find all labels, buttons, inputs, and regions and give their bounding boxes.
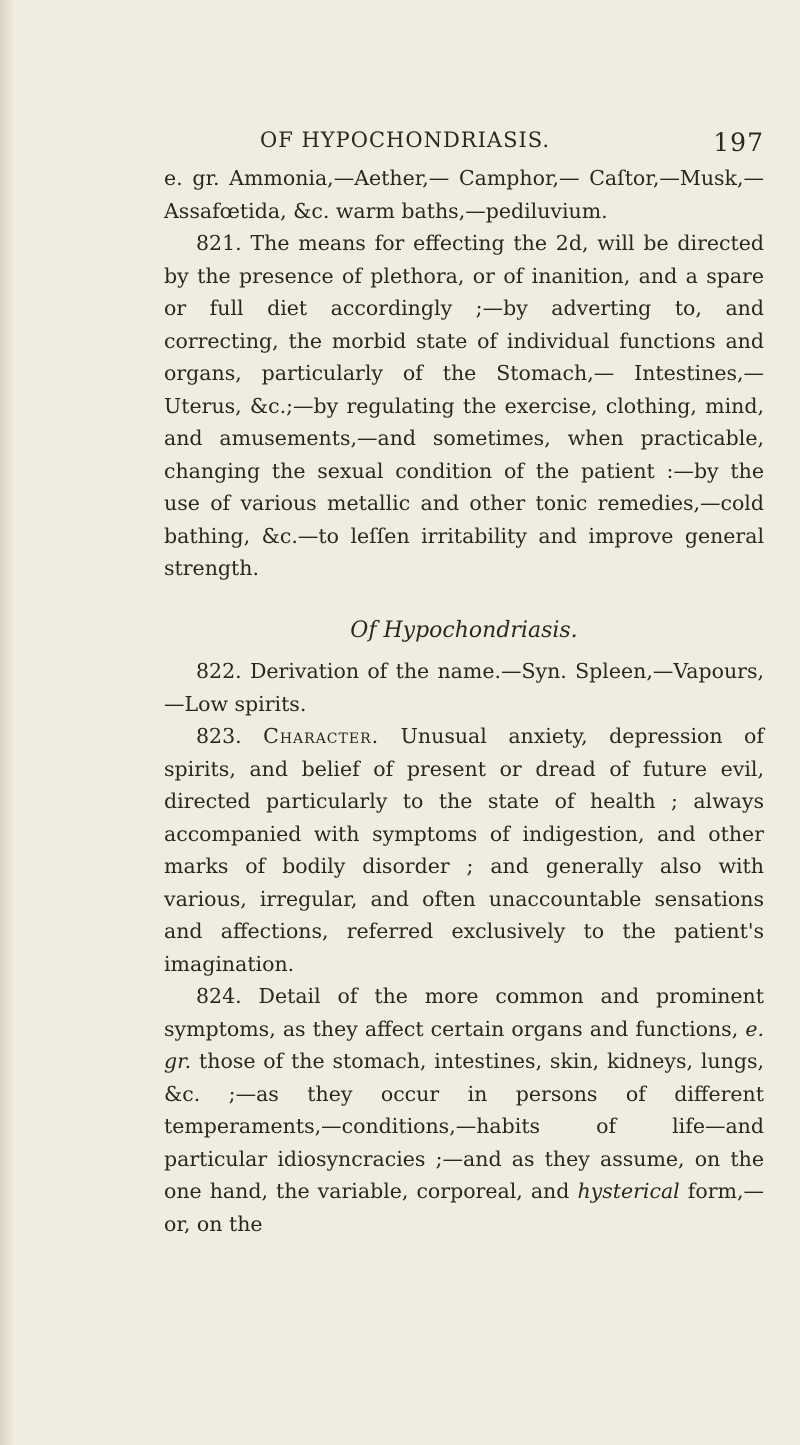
paragraph-824-part-b: those of the stomach, intestines, skin, kidneys, lungs, &c. ;—as they occur in persons of different temperaments,—conditions,—habits of life—and particular idiosyncracies ;—and as they assume, on the one hand, the variable, corporeal, and	[164, 1049, 764, 1203]
paragraph-824-part-c: form,—or, on the	[164, 1179, 764, 1236]
section-heading: Of Hypochondriasis.	[350, 617, 578, 643]
body-text	[164, 162, 764, 1240]
eg-abbrev: e. gr.	[164, 1016, 764, 1073]
character-label: Character.	[263, 724, 380, 748]
binding-edge	[0, 0, 14, 1445]
paragraph-823	[164, 720, 764, 980]
running-head	[164, 128, 764, 162]
paragraph-824	[164, 980, 764, 1240]
paragraph-823-text: Unusual anxiety, depression of spirits, and belief of present or dread of future evil, directed particularly to the state of health ; always accompanied with symptoms of indigestion, and other marks of bodily disorder ; and generally also with various, irregular, and often unaccountable sensations and affections, referred exclusively to the patient's imagination.	[164, 724, 764, 976]
page-content	[164, 128, 764, 1240]
running-title: OF HYPOCHONDRIASIS.	[260, 128, 551, 152]
continued-paragraph: e. gr. Ammonia,—Aether,— Camphor,— Caſtor,—Musk,—Assafœtida, &c. warm baths,—pediluvium.	[164, 166, 764, 223]
paragraph-824-part-a: 824. Detail of the more common and prominent symptoms, as they affect certain organs and functions,	[164, 984, 764, 1041]
paragraph-822: 822. Derivation of the name.—Syn. Spleen,—Vapours,—Low spirits.	[164, 659, 764, 716]
hysterical-word: hysterical	[577, 1179, 680, 1203]
paragraph-823-number: 823.	[196, 724, 242, 748]
paragraph-821: 821. The means for effecting the 2d, will be directed by the presence of plethora, or of inanition, and a spare or full diet accordingly ;—by adverting to, and correcting, the morbid state of individual functions and organs, particularly of the Stomach,— Intestines,— Uterus, &c.;—by regulating the exercise, clothing, mind, and amusements,—and sometimes, when practicable, changing the sexual condition of the patient :—by the use of various metallic and other tonic remedies,—cold bathing, &c.—to leſſen irritability and improve general strength.	[164, 231, 764, 580]
page-number: 197	[713, 128, 764, 157]
